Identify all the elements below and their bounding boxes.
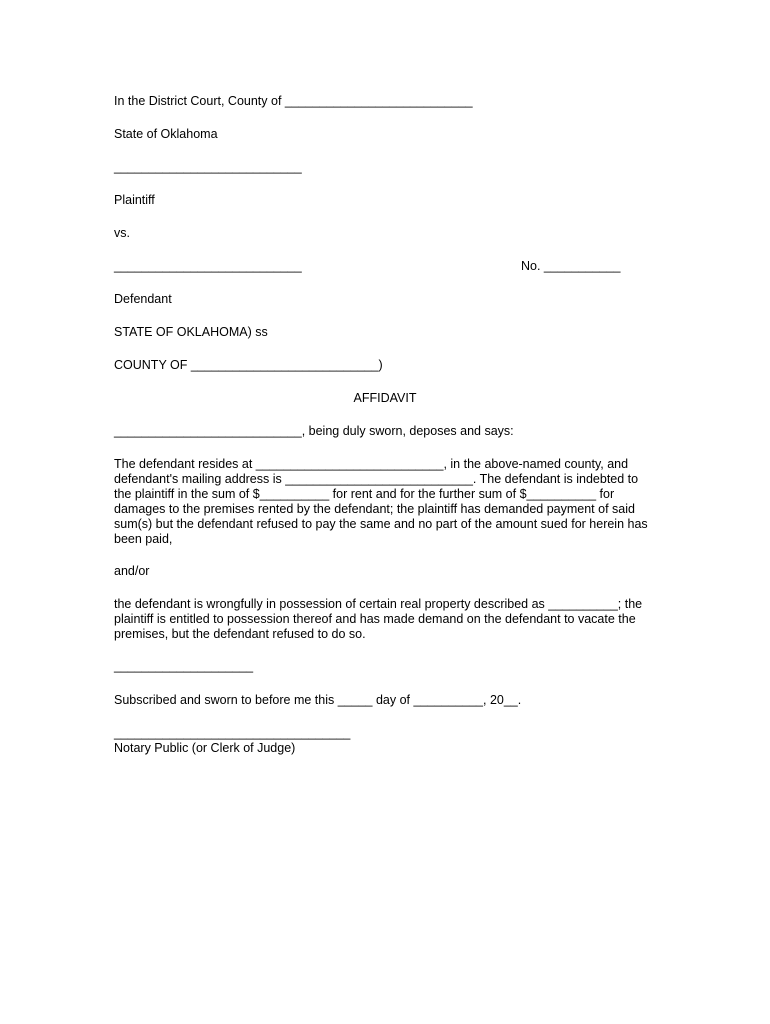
paragraph-line: sum(s) but the defendant refused to pay the same and no part of the amount sued for herein has xyxy=(114,517,648,531)
defendant-blank: ___________________________ xyxy=(114,259,302,273)
state-ss-line: STATE OF OKLAHOMA) ss xyxy=(114,325,268,339)
notary-blank: __________________________________ xyxy=(114,726,351,740)
county-line: COUNTY OF ___________________________) xyxy=(114,358,383,372)
paragraph-line: premises, but the defendant refused to do so. xyxy=(114,627,366,641)
notary-label: Notary Public (or Clerk of Judge) xyxy=(114,741,296,755)
case-number: No. ___________ xyxy=(521,259,621,273)
subscribed-line: Subscribed and sworn to before me this _____ day of __________, 20__. xyxy=(114,693,522,707)
paragraph-line: damages to the premises rented by the defendant; the plaintiff has demanded payment of said xyxy=(114,502,635,516)
signature-blank: ____________________ xyxy=(114,659,254,673)
court-line: In the District Court, County of ___________________________ xyxy=(114,94,473,108)
possession-paragraph xyxy=(114,597,654,642)
and-or-label: and/or xyxy=(114,564,150,578)
paragraph-line: defendant's mailing address is ___________________________. The defendant is indebted to xyxy=(114,472,639,486)
paragraph-line: the plaintiff in the sum of $__________ for rent and for the further sum of $__________ for xyxy=(114,487,615,501)
affidavit-title: AFFIDAVIT xyxy=(353,391,417,405)
versus-label: vs. xyxy=(114,226,130,240)
defendant-residence-paragraph xyxy=(114,457,654,547)
paragraph-line: been paid, xyxy=(114,532,173,546)
plaintiff-label: Plaintiff xyxy=(114,193,155,207)
state-line: State of Oklahoma xyxy=(114,127,218,141)
plaintiff-blank: ___________________________ xyxy=(114,160,302,174)
paragraph-line: plaintiff is entitled to possession thereof and has made demand on the defendant to vacate the xyxy=(114,612,636,626)
sworn-line: ___________________________, being duly sworn, deposes and says: xyxy=(114,424,514,438)
paragraph-line: the defendant is wrongfully in possession of certain real property described as __________; the xyxy=(114,597,643,611)
paragraph-line: The defendant resides at ___________________________, in the above-named county, and xyxy=(114,457,629,471)
defendant-label: Defendant xyxy=(114,292,172,306)
